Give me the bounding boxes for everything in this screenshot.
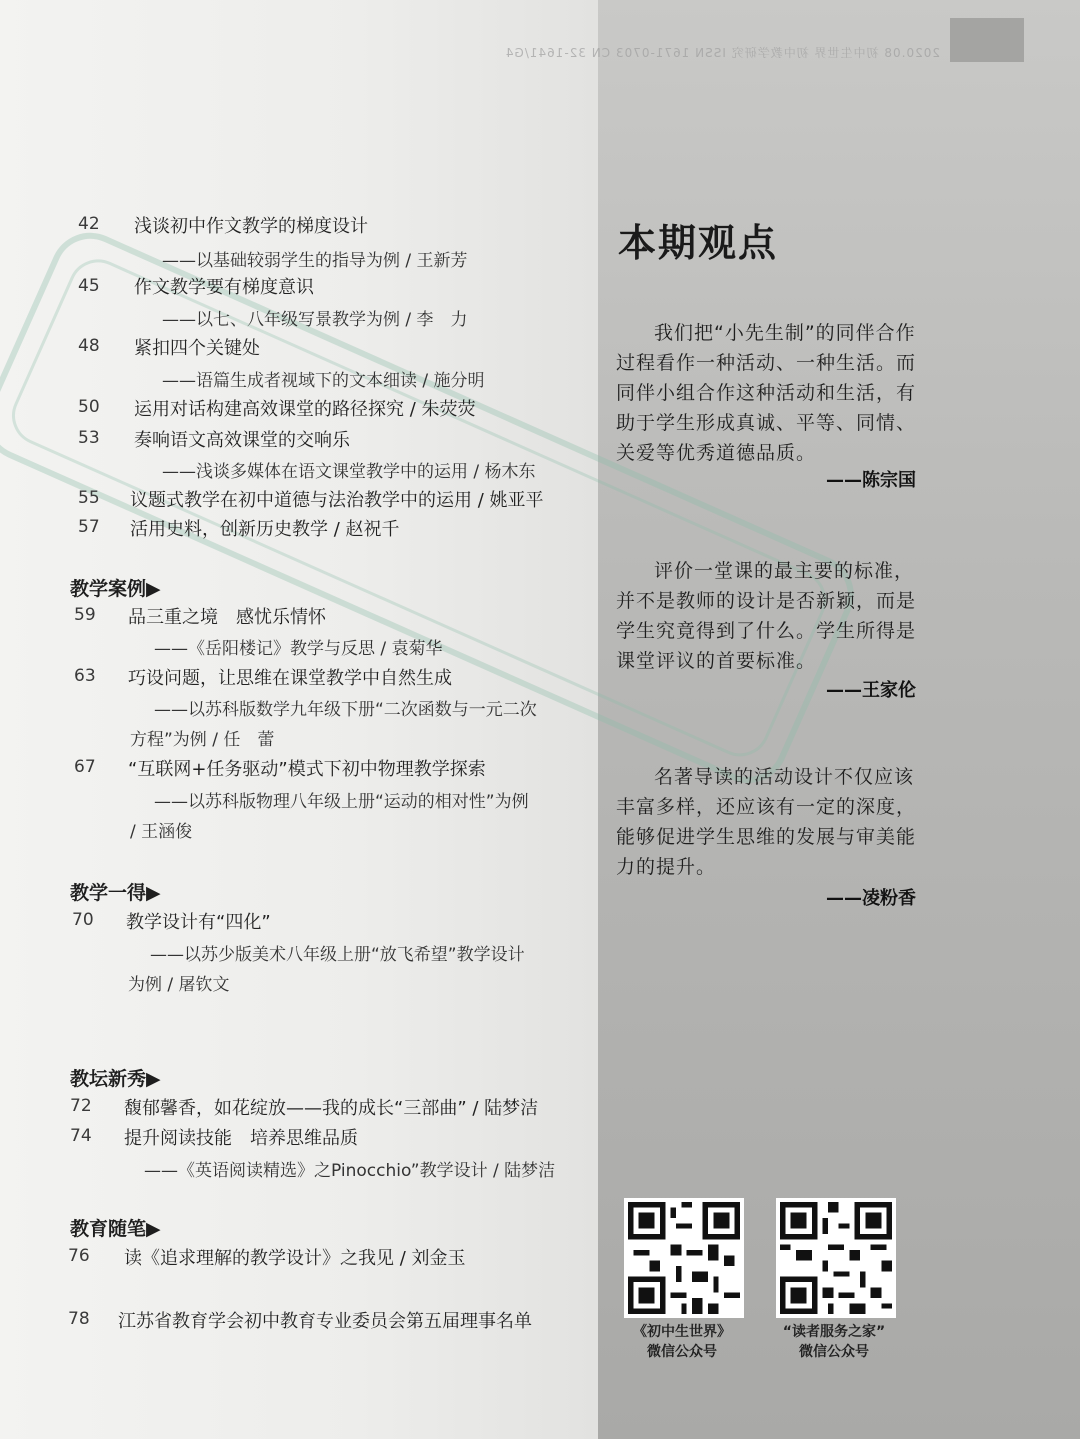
- page-number: 59: [74, 605, 96, 625]
- entry-title: 读《追求理解的教学设计》之我见 / 刘金玉: [124, 1248, 466, 1269]
- entry-subtitle: ——《英语阅读精选》之Pinocchio”教学设计 / 陆梦洁: [144, 1161, 556, 1181]
- entry-subtitle-cont: 方程”为例 / 任 蕾: [130, 730, 275, 750]
- entry-title: 教学设计有“四化”: [126, 912, 271, 933]
- page-number: 67: [74, 757, 96, 777]
- qr-code-image: [780, 1202, 892, 1314]
- quote-author: ——陈宗国: [826, 470, 916, 491]
- entry-title: “互联网+任务驱动”模式下初中物理教学探索: [128, 759, 486, 780]
- qr-caption-line: “读者服务之家”: [782, 1324, 886, 1340]
- entry-title: 馥郁馨香，如花绽放——我的成长“三部曲” / 陆梦洁: [124, 1098, 539, 1119]
- quote-author: ——凌粉香: [826, 888, 916, 909]
- entry-subtitle: ——以苏少版美术八年级上册“放飞希望”教学设计: [150, 945, 525, 965]
- qr-code: [624, 1198, 744, 1318]
- entry-title: 江苏省教育学会初中教育专业委员会第五届理事名单: [118, 1311, 532, 1332]
- qr-caption-line: 微信公众号: [647, 1344, 717, 1360]
- page-number: 45: [78, 276, 100, 296]
- entry-title: 活用史料，创新历史教学 / 赵祝千: [130, 519, 400, 540]
- section-heading: 教学案例▶: [70, 578, 161, 600]
- entry-subtitle: ——以基础较弱学生的指导为例 / 王新芳: [162, 251, 468, 271]
- entry-subtitle-cont: / 王涵俊: [130, 822, 193, 842]
- page-number: 76: [68, 1246, 90, 1266]
- section-heading: 教育随笔▶: [70, 1218, 161, 1240]
- corner-block: [950, 18, 1024, 62]
- page-number: 72: [70, 1096, 92, 1116]
- entry-title: 巧设问题，让思维在课堂教学中自然生成: [128, 668, 452, 689]
- entry-title: 品三重之境 感忧乐情怀: [128, 607, 326, 628]
- entry-subtitle: ——《岳阳楼记》教学与反思 / 袁菊华: [154, 639, 443, 659]
- page-number: 78: [68, 1309, 90, 1329]
- quote-author: ——王家伦: [826, 680, 916, 701]
- entry-title: 奏响语文高效课堂的交响乐: [134, 430, 350, 451]
- entry-subtitle: ——浅谈多媒体在语文课堂教学中的运用 / 杨木东: [162, 462, 536, 482]
- section-heading: 教学一得▶: [70, 882, 161, 904]
- entry-title: 浅谈初中作文教学的梯度设计: [134, 216, 368, 237]
- page-number: 53: [78, 428, 100, 448]
- entry-title: 运用对话构建高效课堂的路径探究 / 朱荧荧: [134, 399, 476, 420]
- qr-caption: [754, 1322, 914, 1362]
- qr-code-image: [628, 1202, 740, 1314]
- entry-subtitle: ——以苏科版数学九年级下册“二次函数与一元二次: [154, 700, 537, 720]
- entry-title: 提升阅读技能 培养思维品质: [124, 1128, 358, 1149]
- entry-title: 作文教学要有梯度意识: [134, 277, 314, 298]
- entry-subtitle: ——以七、八年级写景教学为例 / 李 力: [162, 310, 468, 330]
- page-number: 70: [72, 910, 94, 930]
- section-heading: 教坛新秀▶: [70, 1068, 161, 1090]
- entry-subtitle: ——语篇生成者视域下的文本细读 / 施分明: [162, 371, 485, 391]
- page-number: 74: [70, 1126, 92, 1146]
- quote-text: 名著导读的活动设计不仅应该丰富多样，还应该有一定的深度，能够促进学生思维的发展与审美能力的提升。: [616, 766, 917, 878]
- qr-caption: [602, 1322, 762, 1362]
- page-number: 48: [78, 336, 100, 356]
- entry-title: 议题式教学在初中道德与法治教学中的运用 / 姚亚平: [130, 490, 544, 511]
- qr-code: [776, 1198, 896, 1318]
- header-bleed-text: 2020.08 初中生世界 初中教学研究 ISSN 1671-0703 CN 32-1641/G4: [504, 46, 940, 60]
- entry-subtitle-cont: 为例 / 屠钦文: [128, 975, 230, 995]
- qr-caption-line: 微信公众号: [799, 1344, 869, 1360]
- page-number: 50: [78, 397, 100, 417]
- page-number: 55: [78, 488, 100, 508]
- entry-title: 紧扣四个关键处: [134, 338, 260, 359]
- views-heading: 本期观点: [618, 220, 779, 265]
- page-number: 42: [78, 214, 100, 234]
- qr-caption-line: 《初中生世界》: [633, 1324, 731, 1340]
- entry-subtitle: ——以苏科版物理八年级上册“运动的相对性”为例: [154, 792, 529, 812]
- page-number: 63: [74, 666, 96, 686]
- quote-text: 评价一堂课的最主要的标准，并不是教师的设计是否新颖，而是学生究竟得到了什么。学生所得是课堂评议的首要标准。: [616, 560, 917, 672]
- page-number: 57: [78, 517, 100, 537]
- quote-text: 我们把“小先生制”的同伴合作过程看作一种活动、一种生活。而同伴小组合作这种活动和生活，有助于学生形成真诚、平等、同情、关爱等优秀道德品质。: [616, 322, 917, 464]
